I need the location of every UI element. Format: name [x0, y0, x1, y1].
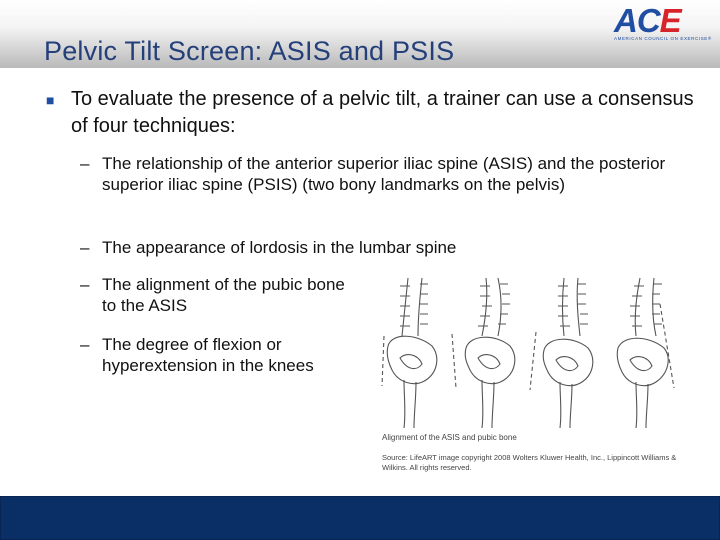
sub-bullet-text: The alignment of the pubic bone to the ASIS	[102, 275, 345, 315]
sub-bullet-text: The appearance of lordosis in the lumbar spine	[102, 238, 457, 257]
main-bullet	[46, 86, 696, 140]
pelvis-alignment-illustration	[378, 276, 678, 428]
dash-bullet-icon: –	[80, 238, 90, 257]
sub-bullet-2	[80, 237, 680, 258]
sub-bullet-1	[80, 153, 680, 195]
pelvis-figure-3	[530, 278, 593, 428]
figure-source: Source: LifeART image copyright 2008 Wolters Kluwer Health, Inc., Lippincott Williams & Wilkins. All rights reserved.	[382, 453, 677, 472]
logo-wordmark: ACE	[614, 2, 681, 39]
dash-bullet-icon: –	[80, 275, 90, 294]
sub-bullet-text: The degree of flexion or hyperextension in the knees	[102, 335, 314, 375]
figure-caption: Alignment of the ASIS and pubic bone	[382, 433, 517, 442]
sub-bullet-text: The relationship of the anterior superior iliac spine (ASIS) and the posterior superior iliac spine (PSIS) (two bony landmarks on the pelvis)	[102, 154, 666, 194]
logo-tagline: AMERICAN COUNCIL ON EXERCISE®	[614, 36, 712, 41]
sub-bullet-3	[80, 274, 352, 316]
dash-bullet-icon: –	[80, 335, 90, 354]
pelvis-figure-2	[452, 278, 515, 428]
main-bullet-text: To evaluate the presence of a pelvic tilt, a trainer can use a consensus of four techniques:	[71, 88, 694, 137]
slide-title: Pelvic Tilt Screen: ASIS and PSIS	[44, 36, 455, 66]
pelvis-figure-4	[617, 278, 674, 428]
sub-bullet-4	[80, 334, 352, 376]
pelvis-figure-1	[382, 278, 437, 428]
square-bullet-icon: ■	[46, 92, 55, 108]
slide-footer-bar	[0, 496, 720, 540]
ace-logo	[610, 4, 714, 44]
dash-bullet-icon: –	[80, 154, 90, 173]
